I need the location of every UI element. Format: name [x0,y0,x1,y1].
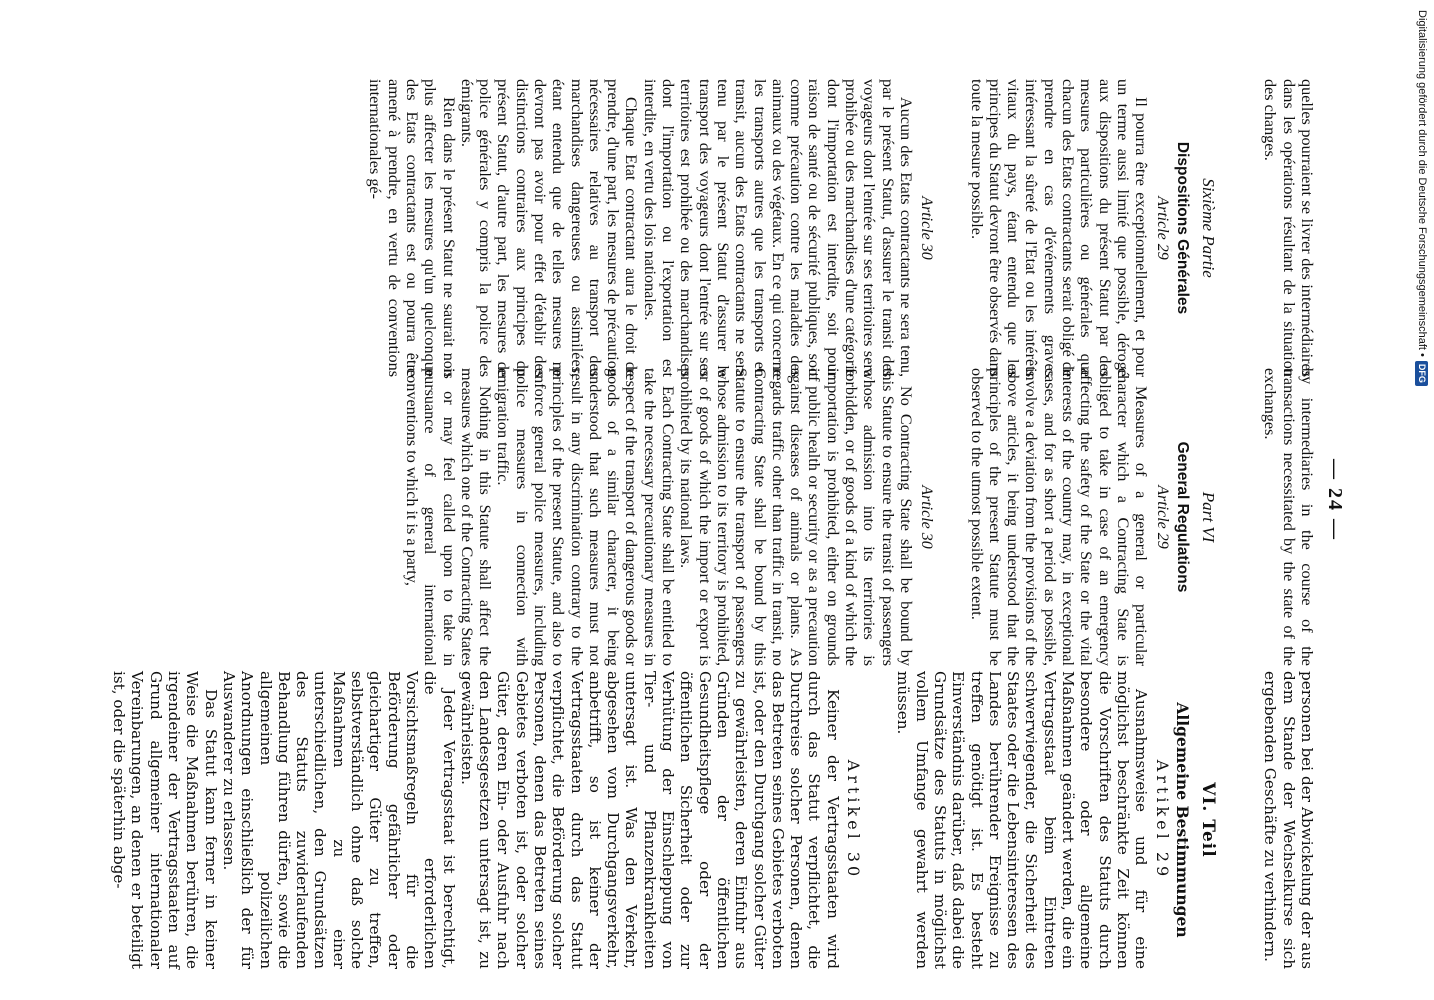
german-article-29-title: Artikel 29 [1152,759,1172,881]
french-article-30-title: Article 30 [918,196,936,260]
french-article-30-paragraph-3: Rien dans le présent Statut ne saurait non plus affecter les mesures qu'un quelconque des Etats contractants est ou pourra être amené à prendre, en vertu de conventions internationales gé- [366,79,458,377]
french-article-29-title: Article 29 [1153,196,1171,260]
english-part-title: Part VI [1199,491,1219,543]
french-column [141,79,1316,377]
german-column [110,671,1316,969]
english-article-30-paragraph-2: Each Contracting State shall be entitled to take the necessary precautionary measures in respect of the transport of dangerous goods or goods of a similar character, it being understood that such measures must not result in any discrimination contrary to the principles of the present Statute, and also to enforce general police measures, including police measures in connection with emigration traffic. [494,368,678,666]
german-article-30-paragraph-3: Das Statut kann ferner in keiner Weise die Maßnahmen berühren, die irgendeiner der Vertragsstaaten auf Grund allgemeiner internationaler Vereinbarungen, an denen er beteiligt ist, oder die späterhin abge- [110,671,220,969]
german-intro: personen bei der Abwickelung der aus dem Stande der Wechselkurse sich ergebenden Geschäfte zu verhindern. [1261,671,1316,969]
german-article-30-text: Keiner der Vertragsstaaten wird durch das Statut verpflichtet, die Durchreise solcher Personen, denen das Betreten seines Gebietes verboten ist, oder den Durchgang solcher Güter zu gewährleisten, deren Einfuhr aus Gründen der öffentlichen Gesundheitspflege oder der öffentlichen Sicherheit oder zur Verhütung der Einschleppung von Tier- und Pflanzenkrankheiten untersagt ist. Was den Verkehr, abgesehen vom Durchgangsverkehr, anbetrifft, so ist keiner der Vertragsstaaten durch das Statut verpflichtet, die Beförderung solcher Personen, denen das Betreten seines Gebietes verboten ist, oder solcher Güter, deren Ein- oder Ausfuhr nach den Landesgesetzen untersagt ist, zu gewährleisten. [457,671,842,969]
english-column [141,368,1316,666]
german-article-30-paragraph-2: Jeder Vertragsstaat ist berechtigt, die erforderlichen Vorsichtsmaßregeln für die Beförderung gefährlicher oder gleichartiger Güter zu treffen, selbstverständlich ohne daß solche Maßnahmen zu einer unterschiedlichen, den Grundsätzen des Statuts zuwiderlaufenden Behandlung führen dürfen, sowie die allgemeinen polizeilichen Anordnungen einschließlich der für Auswanderer zu erlassen. [219,671,458,969]
french-intro: quelles pourraient se livrer des intermédiaires dans les opérations résultant de la situation des changes. [1261,79,1316,377]
french-article-29-text: Il pourra être exceptionnellement, et pour un terme aussi limité que possible, dérogé aux dispositions du présent Statut par des mesures particulières ou générales que chacun des Etats contractants serait obligé de prendre en cas d'événements graves intéressant la sûreté de l'Etat ou les intérêts vitaux du pays, étant entendu que les principes du Statut devront être observés dans toute la mesure possible. [967,79,1151,377]
dfg-logo: DFG [1416,361,1429,386]
english-intro: by intermediaries in the course of the transactions necessitated by the state of the exchanges. [1261,368,1316,666]
english-article-29-text: Measures of a general or particular character which a Contracting State is obliged to take in case of an emergency affecting the safety of the State or the vital interests of the country may, in exceptional cases, and for as short a period as possible, involve a deviation from the provisions of the above articles, it being understood that the principles of the present Statute must be observed to the utmost possible extent. [967,368,1151,666]
french-article-30-paragraph-2: Chaque Etat contractant aura le droit de prendre, d'une part, les mesures de précaution nécessaires relatives au transport des marchandises dangereuses ou assimilées, étant entendu que de telles mesures ne devront pas avoir pour effet d'établir des distinctions contraires aux principes du présent Statut, d'autre part, les mesures de police générales y compris la police des émigrants. [457,79,641,377]
digitization-note-text: Digitalisierung gefördert durch die Deutsche Forschungsgemeinschaft • [1416,10,1428,357]
digitization-note [1414,10,1430,690]
english-article-30-text: No Contracting State shall be bound by this Statute to ensure the transit of passengers whose admission into its territories is forbidden, or of goods of a kind of which the importation is prohibited, either on grounds of public health or security or as a precaution against diseases of animals or plants. As regards traffic other than traffic in transit, no Contracting State shall be bound by this Statute to ensure the transport of passengers whose admission to its territory is prohibited, or of goods of which the import or export is prohibited by its national laws. [677,368,915,666]
english-section-title: General Regulations [1173,441,1191,593]
english-article-29-title: Article 29 [1153,485,1171,549]
german-article-30-title: Artikel 30 [844,759,864,881]
french-article-30-text: Aucun des Etats contractants ne sera tenu, par le présent Statut, d'assurer le transit des voyageurs dont l'entrée sur ses territoires sera prohibée ou des marchandises d'une catégorie dont l'importation est interdite, soit pour raison de santé ou de sécurité publiques, soit comme précaution contre les maladies des animaux ou des végétaux. En ce qui concerne les transports autres que les transports en transit, aucun des Etats contractants ne sera tenu par le présent Statut d'assurer le transport des voyageurs dont l'entrée sur ses territoires est prohibée ou des marchandises dont l'importation ou l'exportation est interdite, en vertu des lois nationales. [640,79,915,377]
french-part-title: Sixième Partie [1199,178,1219,278]
german-section-title: Allgemeine Bestimmungen [1172,702,1192,938]
german-part-title: VI. Teil [1198,782,1219,858]
german-article-29-text: Ausnahmsweise und für eine möglichst beschränkte Zeit können die Vorschriften des Statuts durch besondere oder allgemeine Maßnahmen geändert werden, die ein Vertragsstaat beim Eintreten schwerwiegender, die Sicherheit des Staates oder die Lebensinteressen des Landes berührender Ereignisse zu treffen genötigt ist. Es besteht Einverständnis darüber, daß dabei die Grundsätze des Statuts in möglichst vollem Umfange gewahrt werden müssen. [894,671,1151,969]
english-article-30-paragraph-3: Nothing in this Statute shall affect the measures which one of the Contracting States is or may feel called upon to take in pursuance of general international conventions to which it is a party, [402,368,495,666]
english-article-30-title: Article 30 [918,485,936,549]
french-section-title: Dispositions Générales [1173,141,1191,315]
page-number: — 24 — [1324,459,1346,541]
